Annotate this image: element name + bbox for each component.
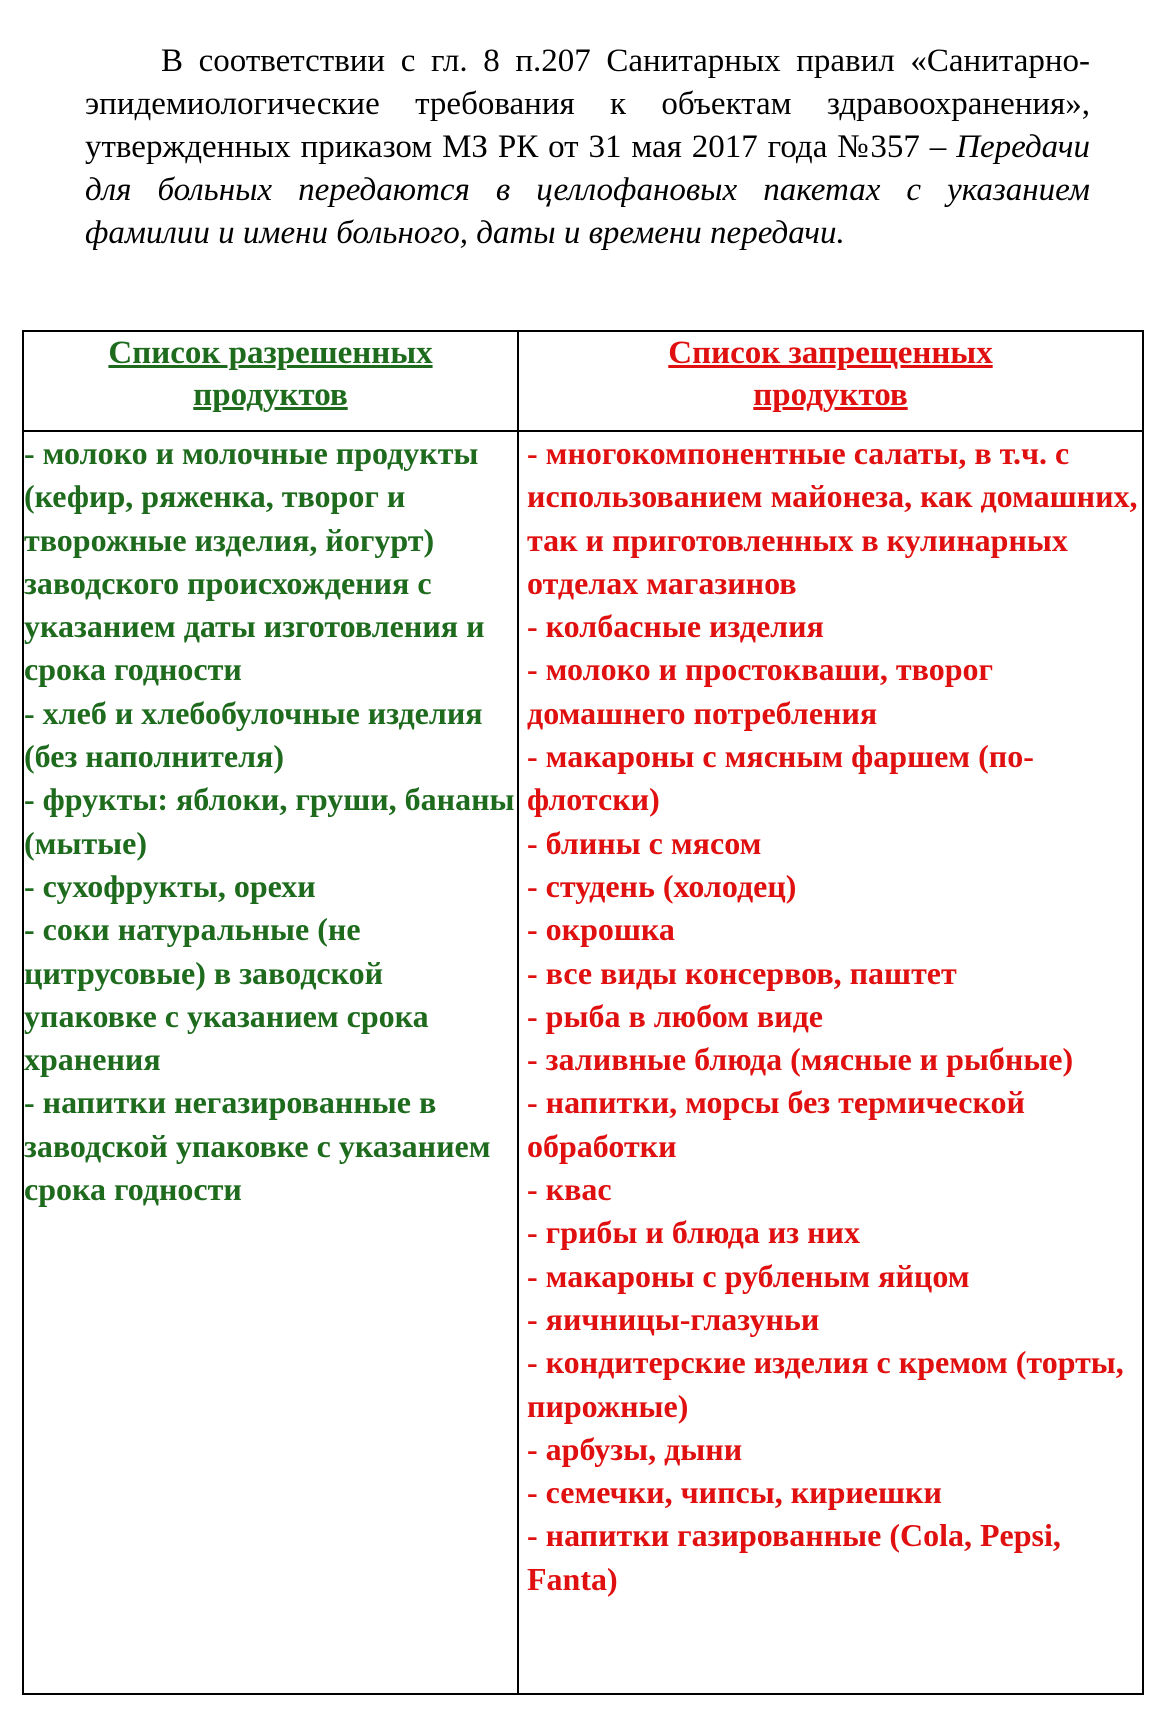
list-item: - макароны с мясным фаршем (по-флотски) [527,738,1034,818]
list-item: - напитки негазированные в заводской упаковке с указанием срока годности [24,1084,491,1208]
forbidden-list [518,431,1143,1694]
list-item: - кондитерские изделия с кремом (торты, пирожные) [527,1344,1124,1424]
list-item: - сухофрукты, орехи [24,867,316,904]
list-item: - напитки газированные (Cola, Pepsi, Fanta) [527,1517,1061,1597]
list-item: - колбасные изделия [527,608,824,645]
list-item: - соки натуральные (не цитрусовые) в заводской упаковке с указанием срока хранения [24,911,429,1078]
intro-lead-text: В соответствии с гл. 8 п.207 Санитарных правил «Санитарно-эпидемиологические требования к объектам здравоохранения», утвержденных приказом МЗ РК от 31 мая 2017 года №357 – [85,43,1090,165]
table-header-row [23,331,1143,431]
forbidden-header [518,331,1143,431]
allowed-list [23,431,518,1694]
list-item: - хлеб и хлебобулочные изделия (без наполнителя) [24,694,483,775]
list-item: - рыба в любом виде [527,997,823,1034]
allowed-header-line1: Список разрешенных [108,335,433,371]
list-item: - макароны с рубленым яйцом [527,1257,970,1294]
list-item: - окрошка [527,911,675,948]
list-item: - молоко и молочные продукты (кефир, ряженка, творог и творожные изделия, йогурт) заводского происхождения с указанием даты изготовления и срока годности [24,435,485,688]
list-item: - все виды консервов, паштет [527,954,957,991]
allowed-header [23,331,518,431]
list-item: - яичницы-глазуньи [527,1300,820,1337]
forbidden-header-line1: Список запрещенных [668,335,993,371]
list-item: - фрукты: яблоки, груши, бананы (мытые) [24,781,515,861]
list-item: - многокомпонентные салаты, в т.ч. с использованием майонеза, как домашних, так и приготовленных в кулинарных отделах магазинов [527,435,1138,601]
list-item: - заливные блюда (мясные и рыбные) [527,1041,1074,1078]
forbidden-header-line2: продуктов [753,377,908,413]
intro-paragraph [85,40,1090,255]
list-item: - блины с мясом [527,824,762,861]
list-item: - семечки, чипсы, кириешки [527,1474,942,1511]
list-item: - грибы и блюда из них [527,1214,860,1251]
list-item: - молоко и простокваши, творог домашнего потребления [527,651,994,731]
table-body-row [23,431,1143,1694]
list-item: - квас [527,1171,612,1208]
list-item: - студень (холодец) [527,867,797,904]
allowed-header-line2: продуктов [193,377,348,413]
intro-italic-text: Передачи для больных передаются в целлофановых пакетах с указанием фамилии и имени больного, даты и времени передачи. [85,129,1090,251]
list-item: - напитки, морсы без термической обработки [527,1084,1025,1164]
list-item: - арбузы, дыни [527,1430,743,1467]
products-table [22,330,1144,1695]
